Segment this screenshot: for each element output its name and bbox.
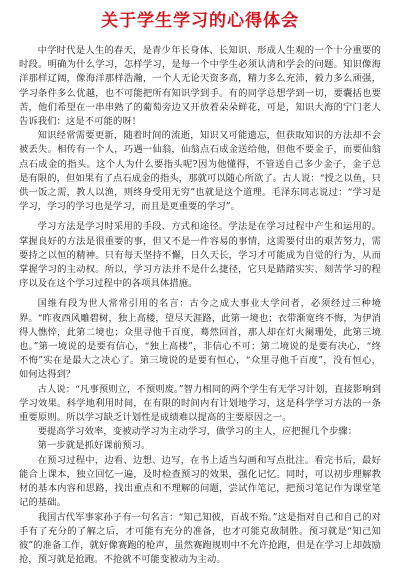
paragraph-2: 知识经常需要更新，随着时间的流逝，知识又可能遗忘，但获取知识的方法却不会被丢失。相传有一个人，巧遇一仙翁，仙翁点石成金送给他，但他不要金子，而要仙翁点石成金的指头。这个人为什么要指头呢?因为他懂得，不管送自己多少金子，金子总是有限的，但如果有了点石成金的指头，那就可以随心所欲了。古人说：“授之以鱼，只供一饭之需，教人以渔，则终身受用无穷”也就是这个道理。毛泽东同志说过：“学习是学习，学习的学习也是学习，而且是更重要的学习”。 xyxy=(19,130,381,213)
paragraph-7: 第一步就是抓好课前预习。 xyxy=(37,440,151,452)
paragraph-3: 学习方法是学习时采用的手段、方式和途径。学法是在学习过程中产生和运用的。掌握良好的方法是很重要的事，但又不是一件容易的事情，这需要付出的艰苦努力，需要持之以恒的精神。只有每天坚持不懈，日久天长，学习才可能成为自觉的行为，从而掌握学习的主动权。所以，学习方法并不是什么捷径，它只是踏踏实实、刻苦学习的程序以及在这个学习过程中的各项具体措施。 xyxy=(19,221,381,290)
paragraph-8: 在预习过程中，边看、边想、边写，在书上适当勾画和写点批注。看完书后，最好能合上课本，独立回忆一遍，及时检查预习的效果，强化记忆。同时，可以初步理解教材的基本内容和思路，找出重点和不理解的问题，尝试作笔记，把预习笔记作为课堂笔记的基础。 xyxy=(19,454,381,509)
paragraph-1: 中学时代是人生的春天，是青少年长身体、长知识、形成人生观的一个十分重要的时段。明确为什么学习，怎样学习，是每一个中学生必须认清和学会的问题。知识像海洋那样辽阔，像海洋那样浩瀚，一个人无论天资多高，精力多么充沛，毅力多么顽强，学习条件多么优越，也不可能把所有知识学到手。有的同学总想学到一切，要囊括也要苦，他们希望在一串串熟了的葡萄旁边又开放着朵朵鲜花，可是，知识大海的宁门老人告诉我们：这是不可能的呀！ xyxy=(19,45,381,128)
paragraph-5: 古人说：“凡事预则立，不预则废。”智力相同的两个学生有无学习计划，直接影响到学习效果。科学地利用时间，在有限的时间内有计划地学习，这是科学学习方法的一条重要原则。所以学习缺乏计划性是成绩难以提高的主要原因之一。 xyxy=(19,383,381,424)
paragraph-6: 要提高学习效率，变被动学习为主动学习，做学习的主人，应把握几个步骤： xyxy=(37,426,358,438)
paragraph-4: 国维有段为世人常常引用的名言：古今之成大事业大学问者，必须经过三种境界。“昨夜西风雕碧树，独上高楼，望尽天涯路，此第一境也；衣带渐宽终不悔，为伊消得人憔悴，此第二境也；众里寻他千百度，蓦然回首，那人却在灯火阑珊处，此第三境也。”第一境说的是要有信心，“独上高楼”，非信心不可；第二境说的是要有决心，“终不悔”实在是最大之决心了。第三境说的是要有恒心，“众里寻他千百度”，没有恒心，如何达得到？ xyxy=(19,298,381,381)
document-title: 关于学生学习的心得体会 xyxy=(101,11,299,31)
paragraph-9: 我国古代军事家孙子有一句名言：“知己知彼，百战不殆。”这是指对自己和自己的对手有了充分的了解之后，才可能有充分的准备，也才可能克敌制胜。预习就是“知己知彼”的准备工作，就好像赛跑的枪声，虽然赛跑规则中不允许抢跑，但是在学习上却鼓励抢，预习就是抢跑。不抢就不可能变被动为主动。 xyxy=(19,511,381,566)
